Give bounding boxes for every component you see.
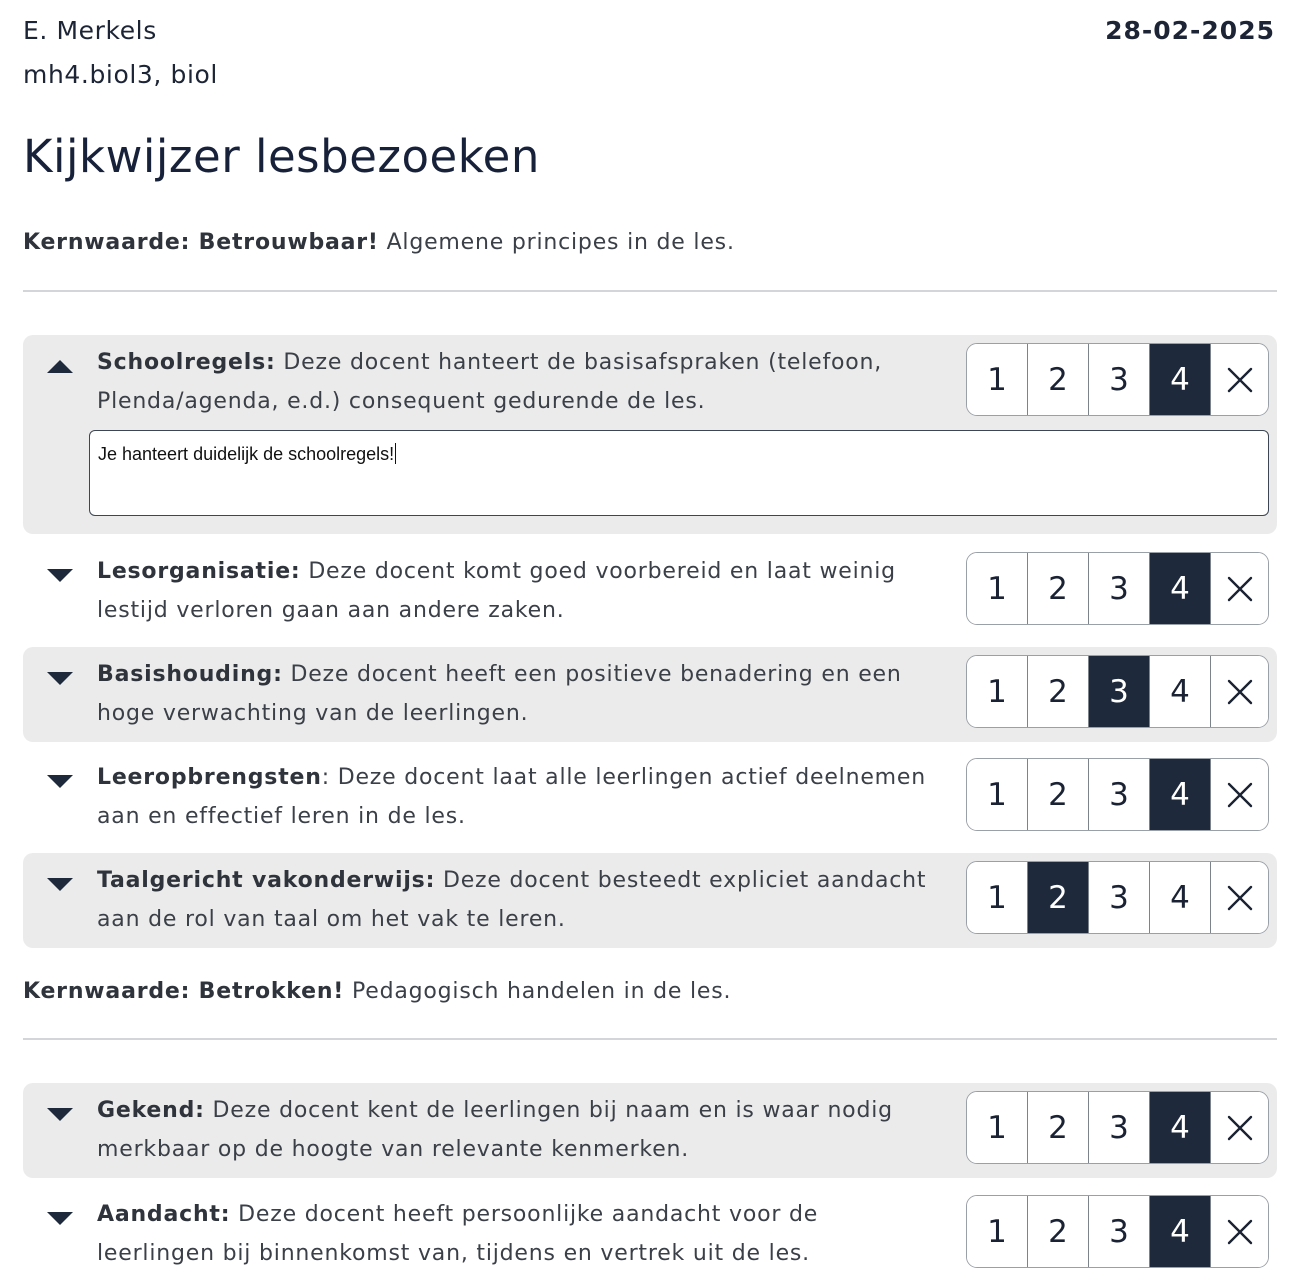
rating-option-4[interactable]: 4: [1150, 1196, 1211, 1267]
criterion-text: [97, 552, 937, 630]
criterion-row-lesorganisatie: [23, 544, 1277, 639]
visit-date: 28-02-2025: [1105, 16, 1275, 45]
rating-option-2[interactable]: 2: [1028, 1092, 1089, 1163]
close-icon: [1227, 885, 1253, 911]
comment-text: Je hanteert duidelijk de schoolregels!: [98, 444, 395, 464]
rating-option-2[interactable]: 2: [1028, 862, 1089, 933]
close-icon: [1227, 1115, 1253, 1141]
rating-selector: [966, 861, 1269, 934]
criterion-description: Deze docent komt goed voorbereid en laat weinig lestijd verloren gaan aan andere zaken.: [97, 559, 896, 623]
rating-option-4[interactable]: 4: [1150, 1092, 1211, 1163]
criterion-description: : Deze docent laat alle leerlingen actief deelnemen aan en effectief leren in de les.: [97, 765, 926, 829]
rating-selector: [966, 655, 1269, 728]
rating-option-1[interactable]: 1: [967, 553, 1028, 624]
criterion-text: [97, 343, 937, 421]
rating-option-3[interactable]: 3: [1089, 1092, 1150, 1163]
rating-option-4[interactable]: 4: [1150, 656, 1211, 727]
kernwaarde-label: Kernwaarde: Betrouwbaar!: [23, 230, 379, 255]
kernwaarde-description: Pedagogisch handelen in de les.: [351, 979, 732, 1004]
criterion-row-basishouding: [23, 647, 1277, 742]
clear-rating-button[interactable]: [1211, 862, 1268, 933]
rating-option-1[interactable]: 1: [967, 1196, 1028, 1267]
criterion-row-aandacht: [23, 1187, 1277, 1274]
rating-selector: [966, 552, 1269, 625]
rating-option-3[interactable]: 3: [1089, 553, 1150, 624]
chevron-down-icon[interactable]: [45, 1103, 75, 1123]
rating-option-2[interactable]: 2: [1028, 759, 1089, 830]
rating-selector: [966, 343, 1269, 416]
rating-option-1[interactable]: 1: [967, 344, 1028, 415]
rating-option-1[interactable]: 1: [967, 656, 1028, 727]
rating-option-4[interactable]: 4: [1150, 759, 1211, 830]
chevron-down-icon[interactable]: [45, 667, 75, 687]
criterion-description: Deze docent besteedt expliciet aandacht aan de rol van taal om het vak te leren.: [97, 868, 927, 932]
criterion-label: Basishouding:: [97, 662, 283, 687]
text-cursor: [395, 443, 396, 464]
criterion-text: [97, 758, 937, 836]
rating-selector: [966, 1091, 1269, 1164]
rating-option-1[interactable]: 1: [967, 759, 1028, 830]
clear-rating-button[interactable]: [1211, 656, 1268, 727]
close-icon: [1227, 576, 1253, 602]
rating-selector: [966, 1195, 1269, 1268]
rating-option-1[interactable]: 1: [967, 1092, 1028, 1163]
kernwaarde-heading: [23, 979, 731, 1004]
criterion-description: Deze docent kent de leerlingen bij naam en is waar nodig merkbaar op de hoogte van relevante kenmerken.: [97, 1098, 893, 1162]
rating-option-2[interactable]: 2: [1028, 344, 1089, 415]
rating-option-3[interactable]: 3: [1089, 759, 1150, 830]
criterion-label: Aandacht:: [97, 1202, 231, 1227]
class-info: mh4.biol3, biol: [23, 60, 218, 89]
criterion-label: Schoolregels:: [97, 350, 276, 375]
kernwaarde-heading: [23, 230, 735, 255]
criterion-description: Deze docent heeft een positieve benadering en een hoge verwachting van de leerlingen.: [97, 662, 902, 726]
rating-option-2[interactable]: 2: [1028, 1196, 1089, 1267]
chevron-down-icon[interactable]: [45, 1207, 75, 1227]
close-icon: [1227, 1219, 1253, 1245]
close-icon: [1227, 782, 1253, 808]
criterion-text: [97, 1091, 937, 1169]
clear-rating-button[interactable]: [1211, 344, 1268, 415]
chevron-down-icon[interactable]: [45, 873, 75, 893]
close-icon: [1227, 679, 1253, 705]
criterion-description: Deze docent heeft persoonlijke aandacht voor de leerlingen bij binnenkomst van, tijdens en vertrek uit de les.: [97, 1202, 819, 1266]
clear-rating-button[interactable]: [1211, 1092, 1268, 1163]
clear-rating-button[interactable]: [1211, 553, 1268, 624]
criterion-description: Deze docent hanteert de basisafspraken (telefoon, Plenda/agenda, e.d.) consequent gedurende de les.: [97, 350, 883, 414]
section-divider: [23, 290, 1277, 292]
chevron-up-icon[interactable]: [45, 355, 75, 375]
criterion-label: Gekend:: [97, 1098, 205, 1123]
rating-option-1[interactable]: 1: [967, 862, 1028, 933]
rating-option-4[interactable]: 4: [1150, 344, 1211, 415]
clear-rating-button[interactable]: [1211, 759, 1268, 830]
criterion-row-leeropbrengsten: [23, 750, 1277, 845]
criterion-text: [97, 861, 937, 939]
criterion-label: Taalgericht vakonderwijs:: [97, 868, 436, 893]
criterion-row-taalgericht-vakonderwijs: [23, 853, 1277, 948]
criterion-text: [97, 655, 937, 733]
criterion-text: [97, 1195, 937, 1273]
rating-option-3[interactable]: 3: [1089, 1196, 1150, 1267]
close-icon: [1227, 367, 1253, 393]
criterion-label: Leeropbrengsten: [97, 765, 322, 790]
rating-option-3[interactable]: 3: [1089, 344, 1150, 415]
chevron-down-icon[interactable]: [45, 564, 75, 584]
chevron-down-icon[interactable]: [45, 770, 75, 790]
criterion-row-schoolregels: [23, 335, 1277, 534]
rating-selector: [966, 758, 1269, 831]
rating-option-2[interactable]: 2: [1028, 553, 1089, 624]
rating-option-3[interactable]: 3: [1089, 862, 1150, 933]
teacher-name: E. Merkels: [23, 16, 157, 45]
comment-field[interactable]: [89, 430, 1269, 516]
rating-option-4[interactable]: 4: [1150, 553, 1211, 624]
section-divider: [23, 1038, 1277, 1040]
kernwaarde-label: Kernwaarde: Betrokken!: [23, 979, 345, 1004]
rating-option-2[interactable]: 2: [1028, 656, 1089, 727]
criterion-label: Lesorganisatie:: [97, 559, 301, 584]
clear-rating-button[interactable]: [1211, 1196, 1268, 1267]
kernwaarde-description: Algemene principes in de les.: [386, 230, 735, 255]
page-title: Kijkwijzer lesbezoeken: [23, 130, 540, 183]
rating-option-3[interactable]: 3: [1089, 656, 1150, 727]
criterion-row-gekend: [23, 1083, 1277, 1178]
rating-option-4[interactable]: 4: [1150, 862, 1211, 933]
